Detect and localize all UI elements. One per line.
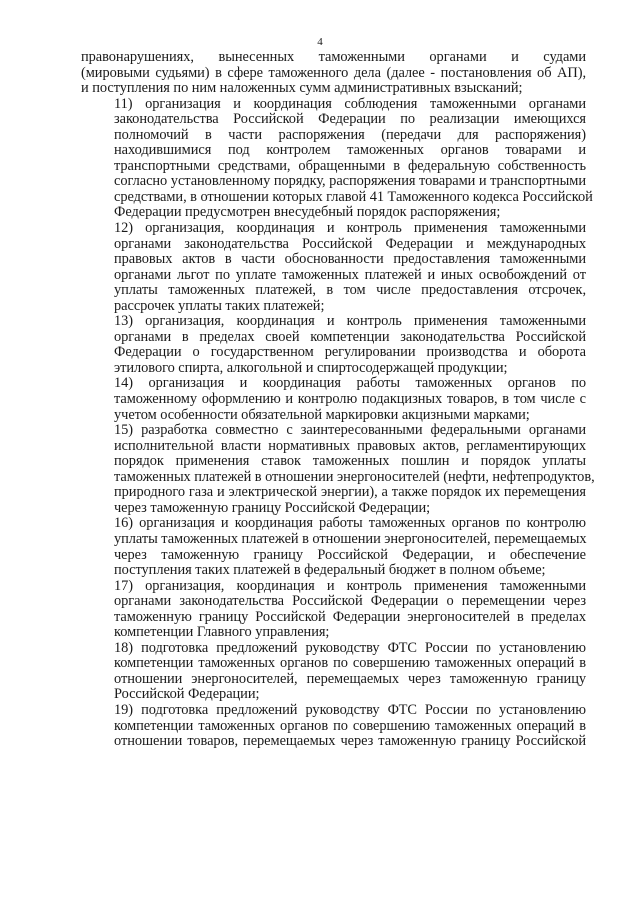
text-line: законодательства Российской Федерации по реализации имеющихся xyxy=(114,111,586,128)
text-line: Федерации предусмотрен внесудебный порядок распоряжения; xyxy=(114,204,501,221)
paragraph xyxy=(81,314,586,376)
text-line: правовых актов в части обоснованности предоставления таможенными xyxy=(114,251,586,268)
text-line: 18) подготовка предложений руководству ФТС России по установлению xyxy=(114,639,586,656)
text-line: учетом особенности обязательной маркировки акцизными марками; xyxy=(114,406,530,423)
text-line: таможенных платежей в отношении энергоносителей (нефти, нефтепродуктов, xyxy=(114,468,595,485)
text-line: исполнительной власти нормативных правовых актов, регламентирующих xyxy=(114,437,586,454)
paragraph xyxy=(81,641,586,703)
text-line: таможенную границу Российской Федерации энергоносителей в пределах xyxy=(114,608,586,625)
text-line: Федерации о государственном регулировании производства и оборота xyxy=(114,344,586,361)
paragraph xyxy=(81,376,586,423)
text-line: компетенции Главного управления; xyxy=(114,624,330,641)
text-line: транспортными средствами, обращенными в федеральную собственность xyxy=(114,157,586,174)
text-line: порядок применения ставок таможенных пошлин и порядок уплаты xyxy=(114,453,586,470)
text-line: через таможенную границу Российской Федерации; xyxy=(114,499,431,516)
document-body xyxy=(81,49,595,750)
text-line: находившимися под контролем таможенных органов товарами и xyxy=(114,142,586,159)
paragraph xyxy=(81,50,586,97)
text-line: уплаты таможенных платежей в отношении энергоносителей, перемещаемых xyxy=(114,530,587,547)
text-line: согласно установленному порядку, распоряжения товарами и транспортными xyxy=(114,173,586,190)
text-line: компетенции таможенных органов по совершению таможенных операций в xyxy=(114,717,586,734)
text-line: средствами, в отношении которых главой 41 Таможенного кодекса Российской xyxy=(114,188,593,205)
text-line: и поступления по ним наложенных сумм административных взысканий; xyxy=(81,80,523,97)
text-line: органами льгот по уплате таможенных платежей и иных освобождений от xyxy=(114,266,586,283)
text-line: полномочий в части распоряжения (передачи для распоряжения) xyxy=(114,126,586,143)
text-line: рассрочек уплаты таких платежей; xyxy=(114,297,325,314)
page-number: 4 xyxy=(317,36,323,48)
text-line: 16) организация и координация работы таможенных органов по контролю xyxy=(114,515,586,532)
text-line: таможенному оформлению и контролю подакцизных товаров, в том числе с xyxy=(114,391,586,408)
paragraph xyxy=(81,579,586,641)
text-line: органами в пределах своей компетенции законодательства Российской xyxy=(114,328,586,345)
paragraph xyxy=(81,221,586,314)
text-line: 15) разработка совместно с заинтересованными федеральными органами xyxy=(114,422,586,439)
text-line: органами законодательства Российской Федерации о перемещении через xyxy=(114,593,586,610)
text-line: отношении энергоносителей, перемещаемых через таможенную границу xyxy=(114,670,586,687)
text-line: 17) организация, координация и контроль применения таможенными xyxy=(114,577,586,594)
text-line: отношении товаров, перемещаемых через таможенную границу Российской xyxy=(114,733,586,750)
text-line: 14) организация и координация работы таможенных органов по xyxy=(114,375,586,392)
text-line: природного газа и электрической энергии), а также порядок их перемещения xyxy=(114,484,586,501)
text-line: этилового спирта, алкогольной и спиртосодержащей продукции; xyxy=(114,359,508,376)
text-line: поступления таких платежей в федеральный бюджет в полном объеме; xyxy=(114,562,546,579)
text-line: органами законодательства Российской Федерации и международных xyxy=(114,235,586,252)
text-line: через таможенную границу Российской Федерации, и обеспечение xyxy=(114,546,586,563)
paragraph xyxy=(81,516,586,578)
text-line: 13) организация, координация и контроль применения таможенными xyxy=(114,313,586,330)
text-line: правонарушениях, вынесенных таможенными органами и судами xyxy=(81,49,586,65)
text-line: 19) подготовка предложений руководству ФТС России по установлению xyxy=(114,701,586,718)
text-line: 11) организация и координация соблюдения таможенными органами xyxy=(114,95,586,112)
paragraph xyxy=(81,95,593,221)
text-line: 12) организация, координация и контроль применения таможенными xyxy=(114,220,586,237)
text-line: компетенции таможенных органов по совершению таможенных операций в xyxy=(114,655,586,672)
paragraph xyxy=(81,422,595,516)
text-line: уплаты таможенных платежей, в том числе предоставления отсрочек, xyxy=(114,282,586,299)
paragraph xyxy=(81,703,586,750)
text-line: Российской Федерации; xyxy=(114,686,260,703)
text-line: (мировыми судьями) в сфере таможенного дела (далее - постановления об АП), xyxy=(81,64,586,81)
